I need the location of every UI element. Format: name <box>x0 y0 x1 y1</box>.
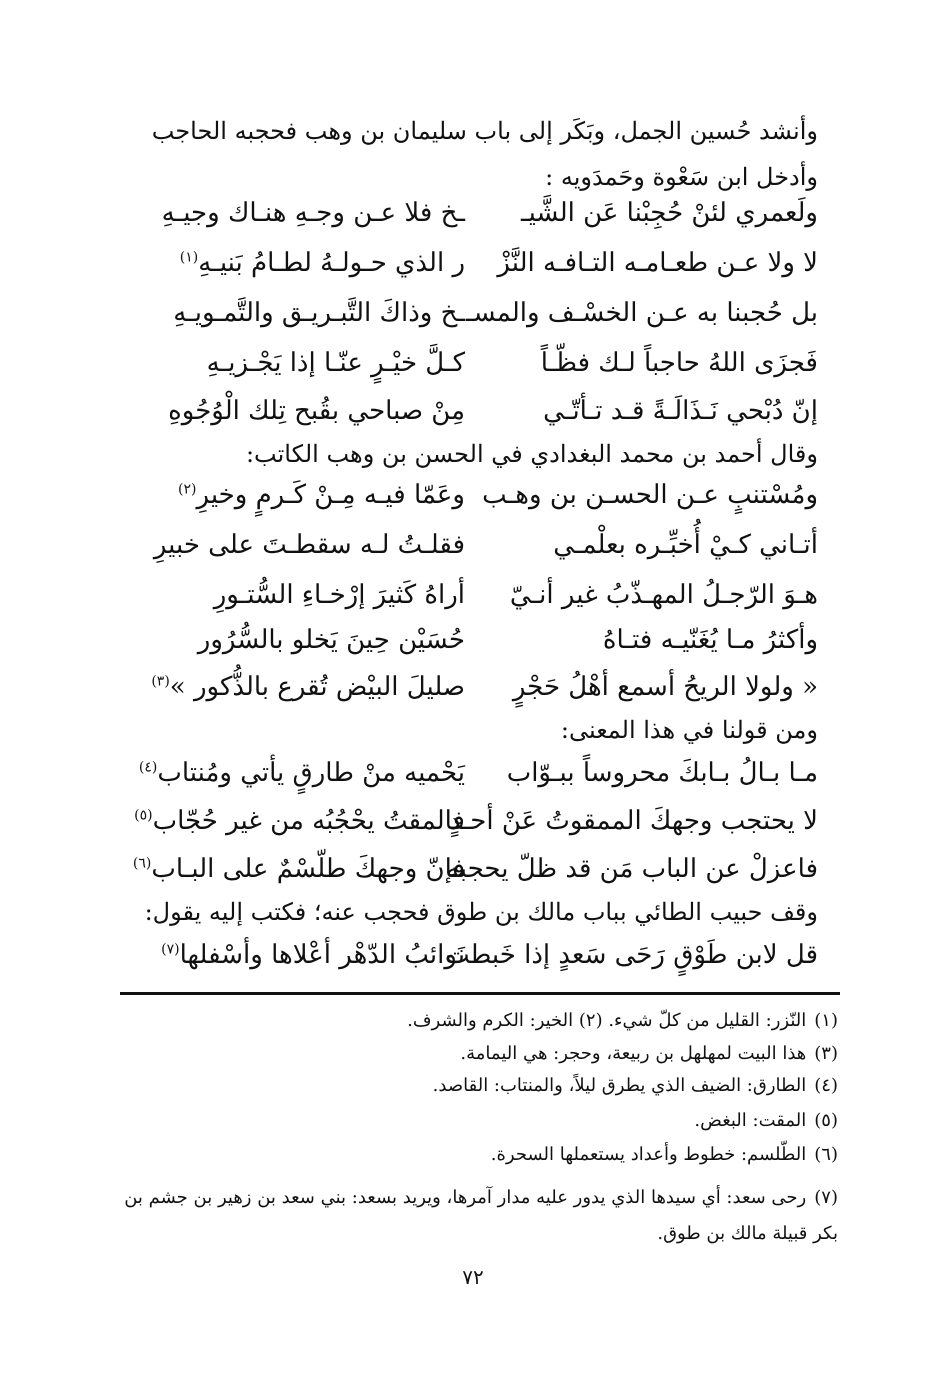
footnote-divider <box>120 992 840 995</box>
verse-line <box>120 396 818 446</box>
verse-first-hemistich: لا يحتجب وجهكَ الممقوتُ عَنْ أحـدٍ <box>449 806 818 836</box>
verse-first-hemistich: مـا بـالُ بـابكَ محروساً ببـوّاب <box>506 758 818 788</box>
verse-second-hemistich: نَوائبُ الدّهْر أعْلاها وأسْفلها$^{(٧)}$ <box>161 940 465 970</box>
verse-second-hemistich: يَحْميه منْ طارقٍ يأتي ومُنتاب$^{(٤)}$ <box>138 758 465 788</box>
footnote-number: (٥) <box>814 1110 838 1131</box>
page-number: ٧٢ <box>462 1265 484 1289</box>
footnote <box>98 1043 838 1064</box>
footnote-marker: (١) <box>179 249 199 266</box>
verse-second-hemistich: ر الذي حـولـهُ لطـامُ بَنيـهِ$^{(١)}$ <box>179 248 465 278</box>
verse-first-hemistich: ولَعمري لئنْ حُجِبْنا عَن الشَّيـ <box>521 198 818 228</box>
verse-first-hemistich: ومُسْتنبٍ عـن الحسـن بن وهـب <box>482 480 818 510</box>
footnote-number: (٦) <box>814 1144 838 1165</box>
verse-first-hemistich: لا ولا عـن طعـامـه التـافـه النَّزْ <box>497 248 818 278</box>
verse-second-hemistich: فإنّ وجهكَ طلّسْمٌ على البـاب$^{(٦)}$ <box>132 854 465 884</box>
intro-paragraph: وأنشد حُسين الجمل، وبَكَر إلى باب سليمان بن وهب فحجبه الحاجب وأدخل ابن سَعْوة وحَمدَويه : <box>151 117 818 191</box>
footnote-text: الطّلسم: خطوط وأعداد يستعملها السحرة. <box>490 1144 807 1165</box>
footnote <box>98 1110 838 1131</box>
verse-line <box>120 854 818 904</box>
footnote-marker: (٤) <box>138 759 158 776</box>
footnote <box>98 1010 838 1031</box>
footnote-text: رحى سعد: أي سيدها الذي يدور عليه مدار آمرها، ويريد بسعد: بني سعد بن زهير بن جشم بن بكر قبيلة مالك بن طوق. <box>124 1187 838 1244</box>
footnote-text: هذا البيت لمهلهل بن ربيعة، وحجر: هي اليمامة. <box>460 1043 807 1064</box>
verse-second-hemistich: صليلَ البيْض تُقرع بالذُّكور »$^{(٣)}$ <box>151 672 465 702</box>
verse-first-hemistich: وأكثرُ مـا يُغَنّيـه فتـاهُ <box>602 625 818 655</box>
footnote-number: (٤) <box>814 1075 838 1096</box>
footnote-marker: (٢) <box>178 481 197 498</box>
verse-line <box>120 625 818 675</box>
verse-line <box>120 580 818 630</box>
footnote-number: (١) <box>814 1010 838 1031</box>
verse-second-hemistich: حُسَيْن حِينَ يَخلو بالسُّرُور <box>197 625 465 655</box>
verse-first-hemistich: بل حُجبنا به عـن الخسْـف والمسـ <box>465 298 818 328</box>
verse-line <box>120 198 818 248</box>
verse-second-hemistich: وعَمّا فيـه مِـنْ كَـرمٍ وخيرِ$^{(٢)}$ <box>178 480 465 510</box>
verse-first-hemistich: « ولولا الريحُ أسمع أهْلُ حَجْرٍ <box>512 672 818 702</box>
verse-second-hemistich: كـلَّ خيْـرٍ عنّـا إذا يَجْـزيـهِ <box>206 348 465 378</box>
verse-second-hemistich: فالمقتُ يحْجُبُه من غير حُجّاب$^{(٥)}$ <box>134 806 465 836</box>
verse-first-hemistich: قل لابن طَوْقٍ رَحَى سَعدٍ إذا خَبطت <box>445 940 818 970</box>
verse-line <box>120 806 818 856</box>
footnote-marker: (٥) <box>134 807 153 824</box>
verse-first-hemistich: فَجزَى اللهُ حاجباً لـك فظّـاً <box>540 348 818 378</box>
verse-second-hemistich: ـخ وذاكَ التَّبـريـق والتَّمـويـهِ <box>173 298 465 328</box>
verse-line <box>120 758 818 808</box>
footnote-number: (٣) <box>814 1043 838 1064</box>
footnote-number: (٧) <box>814 1187 838 1208</box>
footnote <box>98 1075 838 1096</box>
verse-line <box>120 348 818 398</box>
verse-line <box>120 530 818 580</box>
prose-line: ومن قولنا في هذا المعنى: <box>560 716 818 744</box>
verse-second-hemistich: أراهُ كَثيرَ إرْخـاءِ السُّتـورِ <box>213 580 465 610</box>
footnote-marker: (٦) <box>132 855 152 872</box>
verse-first-hemistich: هـوَ الرّجـلُ المهـذّبُ غير أنـيّ <box>509 580 818 610</box>
footnote <box>98 1180 838 1252</box>
verse-first-hemistich: فاعزلْ عن الباب مَن قد ظلّ يحجبه <box>445 854 818 884</box>
verse-first-hemistich: إنّ دُبْحي نَـذَالَـةً قـد تـأتّـي <box>543 396 818 426</box>
verse-second-hemistich: فقلـتُ لـه سقطـتَ على خبيرِ <box>153 530 465 560</box>
prose-line: وقف حبيب الطائي بباب مالك بن طوق فحجب عنه؛ فكتب إليه يقول: <box>144 898 818 926</box>
footnote-text: النّزر: القليل من كلّ شيء. (٢) الخير: الكرم والشرف. <box>407 1010 807 1031</box>
footnote-text: المقت: البغض. <box>694 1110 807 1131</box>
footnote <box>98 1144 838 1165</box>
footnote-text: الطارق: الضيف الذي يطرق ليلاً، والمنتاب: القاصد. <box>432 1075 807 1096</box>
footnote-marker: (٣) <box>151 673 170 690</box>
verse-second-hemistich: ـخ فلا عـن وجـهِ هنـاك وجيـهِ <box>161 198 465 228</box>
verse-line <box>120 672 818 722</box>
verse-line <box>120 940 818 990</box>
verse-line <box>120 480 818 530</box>
verse-second-hemistich: مِنْ صباحي بقُبح تِلك الْوُجُوهِ <box>168 396 465 426</box>
verse-line <box>120 298 818 348</box>
verse-line <box>120 248 818 298</box>
prose-line: وقال أحمد بن محمد البغدادي في الحسن بن وهب الكاتب: <box>245 440 818 468</box>
footnote-marker: (٧) <box>161 941 180 958</box>
verse-first-hemistich: أتـاني كـيْ أُخبِّـره بعلْمـي <box>553 530 818 560</box>
